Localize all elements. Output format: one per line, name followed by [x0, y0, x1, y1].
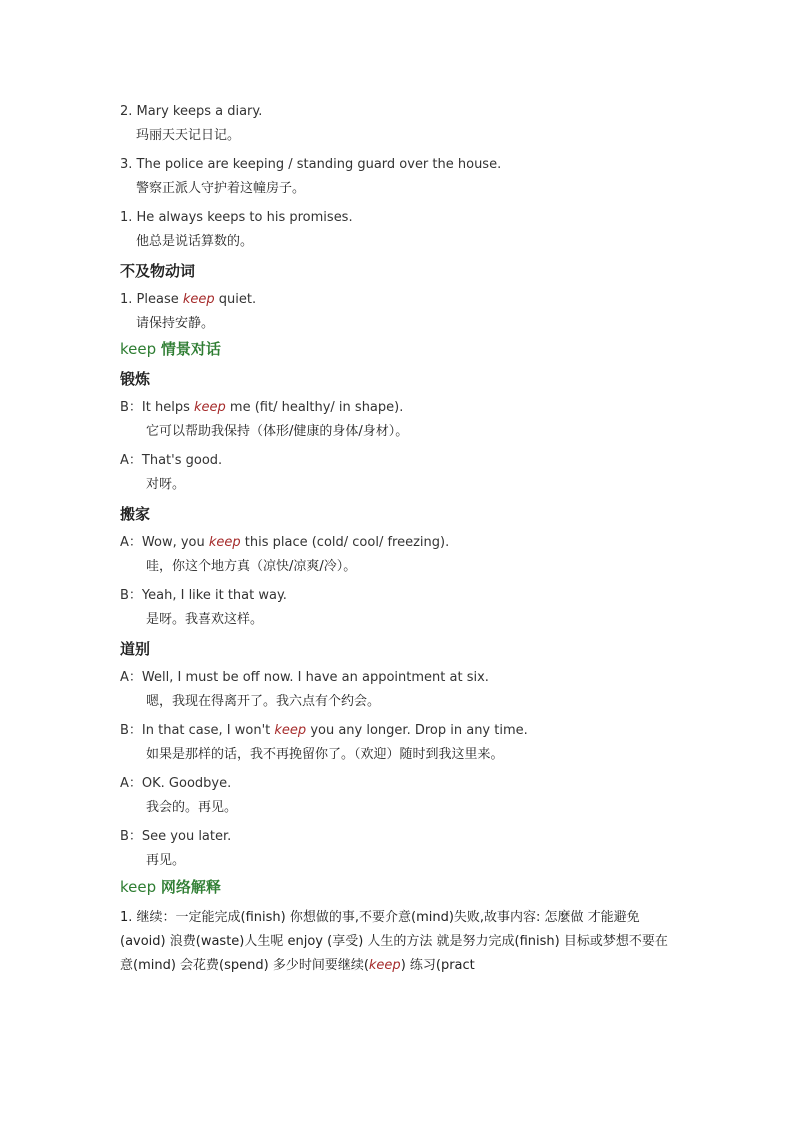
example-2-zh: 玛丽天天记日记。	[136, 128, 241, 143]
text: ) 练习(pract	[400, 958, 475, 973]
dialogue-line-en: B：See you later.	[120, 829, 232, 844]
dialogue-line-zh: 再见。	[146, 853, 186, 868]
dialogue-line-en: B：Yeah, I like it that way.	[120, 588, 287, 603]
intransitive-example-en	[120, 291, 256, 309]
text: 1. 继续：一定能完成(finish) 你想做的事,不要介意(mind)失败,故事内容: 怎麼做 才能避免(avoid) 浪费(waste)人生呢 enjoy (享受) 人生的方法 就是努力完成(finish) 目标或梦想不要在意(mind) 会花费(spend) 多少时间要继续(	[120, 910, 668, 973]
dialogue-line-zh: 哇，你这个地方真（凉快/凉爽/冷）。	[146, 559, 357, 574]
keyword-keep: keep	[368, 958, 401, 973]
dialogue-line-en: A：That's good.	[120, 453, 223, 468]
example-1-en: 1. He always keeps to his promises.	[120, 210, 353, 225]
text: this place (cold/ cool/ freezing).	[240, 535, 450, 550]
intransitive-heading: 不及物动词	[120, 262, 196, 280]
topic-farewell-title: 道别	[120, 640, 151, 658]
text: quiet.	[214, 292, 257, 307]
text: B：It helps	[120, 400, 194, 415]
dialogue-line-zh: 如果是那样的话，我不再挽留你了。（欢迎）随时到我这里来。	[146, 747, 504, 762]
text: me (fit/ healthy/ in shape).	[225, 400, 404, 415]
section-word: keep	[120, 340, 157, 358]
topic-exercise-title: 锻炼	[120, 370, 151, 388]
text: you any longer. Drop in any time.	[306, 723, 528, 738]
dialogue-line-en	[120, 722, 528, 740]
section-dialogue-heading	[120, 338, 221, 359]
example-3-en: 3. The police are keeping / standing guard over the house.	[120, 157, 502, 172]
text: B：In that case, I won't	[120, 723, 275, 738]
keyword-keep: keep	[182, 292, 215, 307]
section-title: 网络解释	[160, 878, 221, 896]
keyword-keep: keep	[208, 535, 241, 550]
intransitive-example-zh: 请保持安静。	[136, 316, 215, 331]
dialogue-line-zh: 是呀。我喜欢这样。	[146, 612, 264, 627]
example-1-zh: 他总是说话算数的。	[136, 234, 254, 249]
section-word: keep	[120, 878, 157, 896]
section-title: 情景对话	[160, 340, 221, 358]
dialogue-line-en: A：OK. Goodbye.	[120, 776, 232, 791]
topic-moving-title: 搬家	[120, 505, 151, 523]
dialogue-line-zh: 它可以帮助我保持（体形/健康的身体/身材）。	[146, 424, 409, 439]
dialogue-line-en: A：Well, I must be off now. I have an appointment at six.	[120, 670, 489, 685]
keyword-keep: keep	[194, 400, 226, 415]
keyword-keep: keep	[274, 723, 307, 738]
web-explanation-paragraph	[120, 906, 680, 978]
dialogue-line-en	[120, 534, 449, 552]
dialogue-line-zh: 嗯，我现在得离开了。我六点有个约会。	[146, 694, 381, 709]
dialogue-line-zh: 我会的。再见。	[146, 800, 238, 815]
example-3-zh: 警察正派人守护着这幢房子。	[136, 181, 306, 196]
text: A：Wow, you	[120, 535, 209, 550]
dialogue-line-zh: 对呀。	[146, 477, 186, 492]
dialogue-line-en	[120, 399, 403, 417]
section-web-heading	[120, 876, 221, 897]
text: 1. Please	[120, 292, 183, 307]
example-2-en: 2. Mary keeps a diary.	[120, 104, 263, 119]
